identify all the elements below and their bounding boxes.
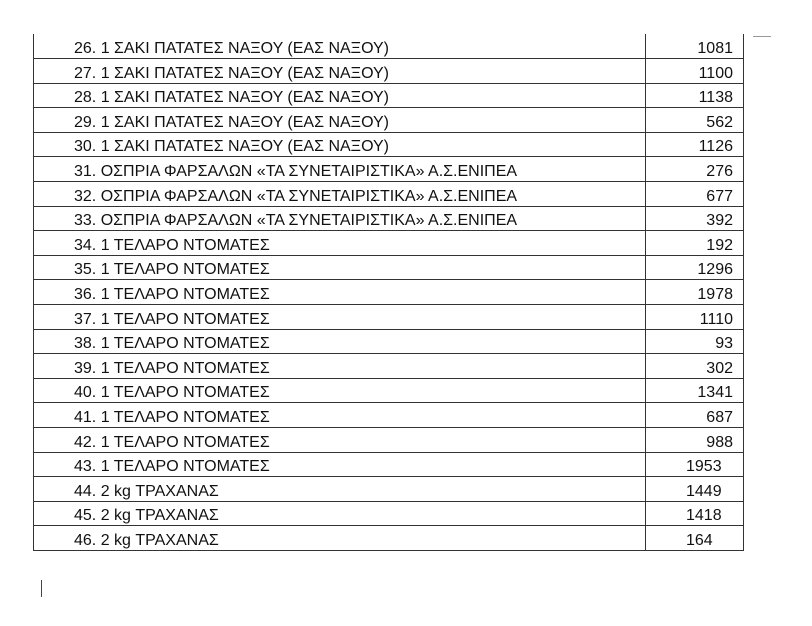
table-row (34, 132, 744, 157)
row-description: 45. 2 kg ΤΡΑΧΑΝΑΣ (34, 501, 646, 526)
table-row (34, 206, 744, 231)
table-row (34, 59, 744, 84)
row-description: 42. 1 ΤΕΛΑΡΟ ΝΤΟΜΑΤΕΣ (34, 428, 646, 453)
row-description: 41. 1 ΤΕΛΑΡΟ ΝΤΟΜΑΤΕΣ (34, 403, 646, 428)
row-number: 1138 (646, 83, 744, 108)
row-description: 28. 1 ΣΑΚΙ ΠΑΤΑΤΕΣ ΝΑΞΟΥ (ΕΑΣ ΝΑΞΟΥ) (34, 83, 646, 108)
prize-table-body (34, 34, 744, 550)
row-description: 29. 1 ΣΑΚΙ ΠΑΤΑΤΕΣ ΝΑΞΟΥ (ΕΑΣ ΝΑΞΟΥ) (34, 108, 646, 133)
row-number: 392 (646, 206, 744, 231)
row-number: 1296 (646, 255, 744, 280)
table-row (34, 428, 744, 453)
row-description: 43. 1 ΤΕΛΑΡΟ ΝΤΟΜΑΤΕΣ (34, 452, 646, 477)
row-number: 1953 (646, 452, 744, 477)
row-description: 33. ΟΣΠΡΙΑ ΦΑΡΣΑΛΩΝ «ΤΑ ΣΥΝΕΤΑΙΡΙΣΤΙΚΑ» Α.Σ.ΕΝΙΠΕΑ (34, 206, 646, 231)
table-row (34, 477, 744, 502)
row-description: 40. 1 ΤΕΛΑΡΟ ΝΤΟΜΑΤΕΣ (34, 378, 646, 403)
table-row (34, 354, 744, 379)
row-number: 1978 (646, 280, 744, 305)
table-row (34, 255, 744, 280)
row-number: 1081 (646, 34, 744, 59)
row-description: 26. 1 ΣΑΚΙ ΠΑΤΑΤΕΣ ΝΑΞΟΥ (ΕΑΣ ΝΑΞΟΥ) (34, 34, 646, 59)
table-row (34, 108, 744, 133)
table-row (34, 501, 744, 526)
table-row (34, 452, 744, 477)
table-row (34, 182, 744, 207)
table-row (34, 526, 744, 551)
table-row (34, 378, 744, 403)
row-number: 687 (646, 403, 744, 428)
row-number: 1418 (646, 501, 744, 526)
row-description: 46. 2 kg ΤΡΑΧΑΝΑΣ (34, 526, 646, 551)
row-description: 36. 1 ΤΕΛΑΡΟ ΝΤΟΜΑΤΕΣ (34, 280, 646, 305)
row-number: 302 (646, 354, 744, 379)
table-row (34, 34, 744, 59)
row-number: 1126 (646, 132, 744, 157)
row-number: 1100 (646, 59, 744, 84)
row-number: 1341 (646, 378, 744, 403)
row-number: 677 (646, 182, 744, 207)
table-row (34, 305, 744, 330)
row-description: 37. 1 ΤΕΛΑΡΟ ΝΤΟΜΑΤΕΣ (34, 305, 646, 330)
row-description: 34. 1 ΤΕΛΑΡΟ ΝΤΟΜΑΤΕΣ (34, 231, 646, 256)
table-row (34, 329, 744, 354)
row-description: 30. 1 ΣΑΚΙ ΠΑΤΑΤΕΣ ΝΑΞΟΥ (ΕΑΣ ΝΑΞΟΥ) (34, 132, 646, 157)
row-number: 988 (646, 428, 744, 453)
text-cursor (41, 580, 42, 597)
prize-table (33, 34, 744, 551)
row-description: 38. 1 ΤΕΛΑΡΟ ΝΤΟΜΑΤΕΣ (34, 329, 646, 354)
table-row (34, 83, 744, 108)
margin-marker (753, 36, 771, 37)
row-number: 1449 (646, 477, 744, 502)
row-number: 1110 (646, 305, 744, 330)
row-description: 27. 1 ΣΑΚΙ ΠΑΤΑΤΕΣ ΝΑΞΟΥ (ΕΑΣ ΝΑΞΟΥ) (34, 59, 646, 84)
row-number: 164 (646, 526, 744, 551)
row-number: 93 (646, 329, 744, 354)
table-row (34, 157, 744, 182)
row-description: 31. ΟΣΠΡΙΑ ΦΑΡΣΑΛΩΝ «ΤΑ ΣΥΝΕΤΑΙΡΙΣΤΙΚΑ» Α.Σ.ΕΝΙΠΕΑ (34, 157, 646, 182)
table-row (34, 280, 744, 305)
row-description: 44. 2 kg ΤΡΑΧΑΝΑΣ (34, 477, 646, 502)
table-row (34, 231, 744, 256)
row-description: 32. ΟΣΠΡΙΑ ΦΑΡΣΑΛΩΝ «ΤΑ ΣΥΝΕΤΑΙΡΙΣΤΙΚΑ» Α.Σ.ΕΝΙΠΕΑ (34, 182, 646, 207)
table-row (34, 403, 744, 428)
row-number: 192 (646, 231, 744, 256)
row-description: 35. 1 ΤΕΛΑΡΟ ΝΤΟΜΑΤΕΣ (34, 255, 646, 280)
row-description: 39. 1 ΤΕΛΑΡΟ ΝΤΟΜΑΤΕΣ (34, 354, 646, 379)
row-number: 562 (646, 108, 744, 133)
row-number: 276 (646, 157, 744, 182)
